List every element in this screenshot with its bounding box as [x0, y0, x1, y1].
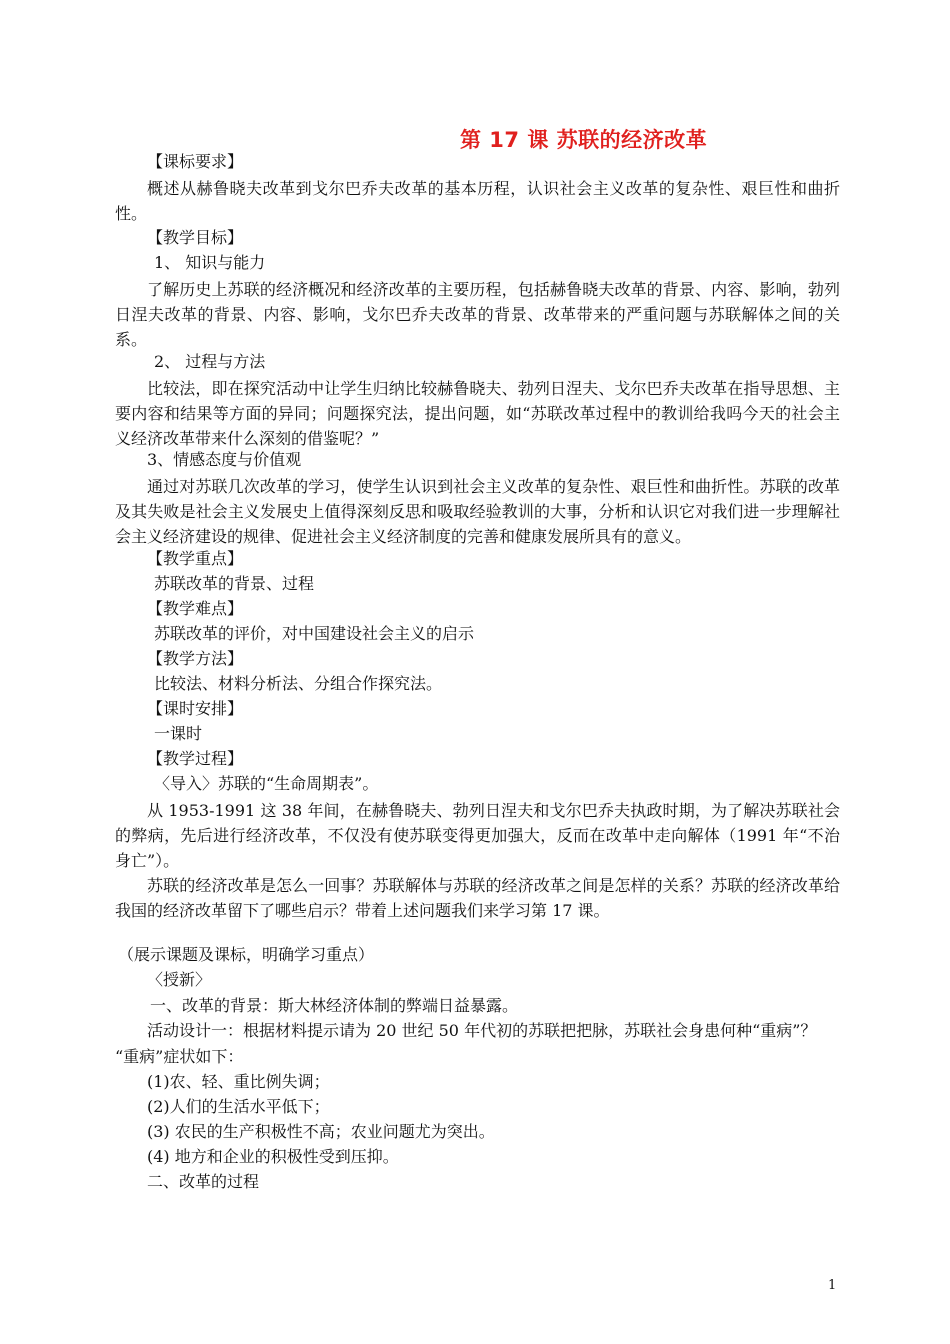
objective-1-text: 了解历史上苏联的经济概况和经济改革的主要历程，包括赫鲁晓夫改革的背景、内容、影响，勃列日涅夫改革的背景、内容、影响，戈尔巴乔夫改革的背景、改革带来的严重问题与苏联解体之间的关系。	[115, 280, 840, 349]
activity-1-text: 活动设计一：根据材料提示请为 20 世纪 50 年代初的苏联把把脉，苏联社会身患何种“重病”？	[147, 1021, 817, 1040]
symptom-item-3: (3) 农民的生产积极性不高；农业问题尤为突出。	[147, 1122, 495, 1141]
curriculum-text: 概述从赫鲁晓夫改革到戈尔巴乔夫改革的基本历程，认识社会主义改革的复杂性、艰巨性和曲折性。	[115, 179, 840, 223]
objective-3-text: 通过对苏联几次改革的学习，使学生认识到社会主义改革的复杂性、艰巨性和曲折性。苏联的改革及其失败是社会主义发展史上值得深刻反思和吸取经验教训的大事，分析和认识它对我们进一步理解社会主义经济建设的规律、促进社会主义经济制度的完善和健康发展所具有的意义。	[115, 477, 840, 546]
intro-heading: 〈导入〉苏联的“生命周期表”。	[154, 774, 379, 793]
reform-background-heading: 一、改革的背景：斯大林经济体制的弊端日益暴露。	[150, 996, 519, 1015]
section-heading-objectives: 【教学目标】	[147, 228, 244, 247]
intro-text: 从 1953-1991 这 38 年间，在赫鲁晓夫、勃列日涅夫和戈尔巴乔夫执政时期，为了解决苏联社会的弊病，先后进行经济改革，不仅没有使苏联变得更加强大，反而在改革中走向解体（1991 年“不治身亡”）。	[115, 801, 840, 870]
section-heading-difficulties: 【教学难点】	[147, 599, 244, 618]
key-points-text: 苏联改革的背景、过程	[154, 574, 315, 593]
objective-2-heading: 2、 过程与方法	[154, 352, 266, 371]
section-heading-key-points: 【教学重点】	[147, 549, 244, 568]
symptom-item-4: (4) 地方和企业的积极性受到压抑。	[147, 1147, 399, 1166]
section-heading-curriculum: 【课标要求】	[147, 152, 244, 171]
objective-2-text: 比较法，即在探究活动中让学生归纳比较赫鲁晓夫、勃列日涅夫、戈尔巴乔夫改革在指导思想、主要内容和结果等方面的异同；问题探究法，提出问题，如“苏联改革过程中的教训给我吗今天的社会主义经济改革带来什么深刻的借鉴呢？”	[115, 379, 840, 448]
section-heading-schedule: 【课时安排】	[147, 699, 244, 718]
page-number: 1	[828, 1278, 837, 1293]
new-lesson-heading: 〈授新〉	[147, 970, 212, 989]
objective-3-heading: 3、情感态度与价值观	[147, 450, 302, 469]
section-heading-methods: 【教学方法】	[147, 649, 244, 668]
methods-text: 比较法、材料分析法、分组合作探究法。	[154, 674, 443, 693]
schedule-text: 一课时	[154, 724, 203, 743]
lesson-title: 第 17 课 苏联的经济改革	[460, 128, 708, 152]
display-note: （展示课题及课标，明确学习重点）	[118, 945, 375, 964]
difficulties-text: 苏联改革的评价，对中国建设社会主义的启示	[154, 624, 475, 643]
section-heading-process: 【教学过程】	[147, 749, 244, 768]
questions-text: 苏联的经济改革是怎么一回事？苏联解体与苏联的经济改革之间是怎样的关系？苏联的经济改革给我国的经济改革留下了哪些启示？带着上述问题我们来学习第 17 课。	[115, 876, 840, 920]
activity-1-symptoms: “重病”症状如下：	[115, 1047, 244, 1066]
symptom-item-1: (1)农、轻、重比例失调；	[147, 1072, 330, 1091]
symptom-item-2: (2)人们的生活水平低下；	[147, 1097, 330, 1116]
objective-1-heading: 1、 知识与能力	[154, 253, 266, 272]
reform-process-heading: 二、改革的过程	[147, 1172, 260, 1191]
